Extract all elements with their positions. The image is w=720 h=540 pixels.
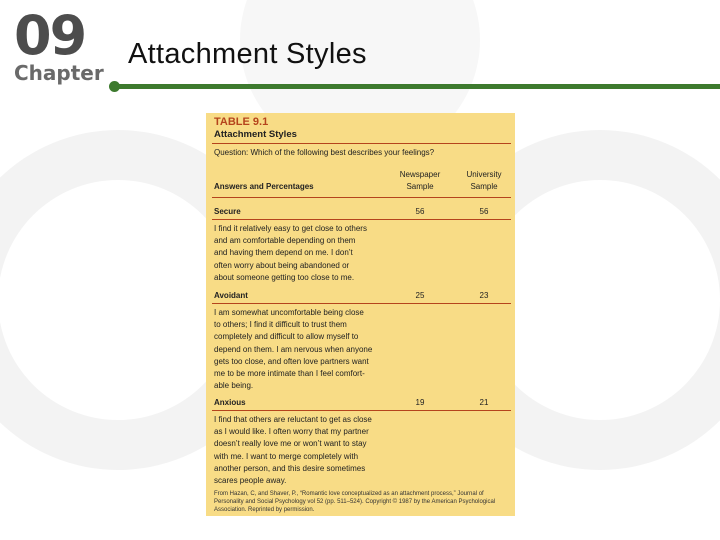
description-line: me to be more intimate than I feel comfort- [214, 369, 365, 379]
description-line: depend on them. I am nervous when anyone [214, 344, 373, 354]
row-category: Avoidant [214, 291, 248, 300]
description-line: doesn’t really love me or won’t want to stay [214, 439, 367, 449]
description-line: I find it relatively easy to get close to others [214, 224, 367, 233]
row-value-university: 23 [479, 291, 489, 300]
description-line: I find that others are reluctant to get as close [214, 415, 372, 424]
table-panel [206, 113, 515, 516]
col-header-newspaper-line1: Newspaper [399, 170, 441, 179]
description-line: to others; I find it difficult to trust them [214, 320, 347, 330]
chapter-word: Chapter [14, 61, 104, 85]
description-line: scares people away. [214, 476, 287, 486]
row-value-newspaper: 19 [415, 398, 425, 407]
row-value-university: 21 [479, 398, 489, 407]
col-header-university-line2: Sample [470, 182, 498, 191]
title-rule-dot [109, 81, 120, 92]
row-description [214, 307, 384, 392]
row-description [214, 223, 384, 284]
chapter-number: 09 [14, 4, 86, 67]
chapter-badge [14, 4, 104, 85]
row-category: Anxious [214, 398, 246, 407]
table-rule-top [212, 143, 511, 144]
description-line: about someone getting too close to me. [214, 272, 355, 282]
source-line: Personality and Social Psychology vol 52 (pp. 511–524). Copyright © 1987 by the American Psychological [214, 499, 496, 505]
table-source-note [214, 490, 510, 514]
row-value-newspaper: 25 [415, 291, 425, 300]
row-rule [212, 410, 511, 411]
col-header-newspaper [390, 169, 450, 193]
source-line: Association. Reprinted by permission. [214, 507, 315, 513]
col-header-university-line1: University [466, 170, 502, 179]
table-title: Attachment Styles [214, 129, 297, 140]
description-line: and having them depend on me. I don’t [214, 248, 353, 258]
row-value-university: 56 [479, 207, 489, 216]
row-rule [212, 219, 511, 220]
title-rule [114, 84, 720, 89]
description-line: able being. [214, 381, 254, 391]
description-line: as I would like. I often worry that my partner [214, 427, 369, 437]
col-header-university [454, 169, 514, 193]
description-line: another person, and this desire sometimes [214, 463, 366, 473]
col-header-newspaper-line2: Sample [406, 182, 434, 191]
row-category: Secure [214, 207, 241, 216]
slide-title: Attachment Styles [128, 38, 367, 70]
description-line: often worry about being abandoned or [214, 260, 350, 270]
description-line: completely and difficult to allow myself to [214, 332, 359, 342]
source-line: From Hazan, C, and Shaver, P., “Romantic love conceptualized as an attachment process,” Journal of [214, 491, 484, 497]
table-rule-header [212, 197, 511, 198]
answers-header: Answers and Percentages [214, 182, 314, 191]
table-question: Question: Which of the following best describes your feelings? [214, 148, 435, 157]
row-value-newspaper: 56 [415, 207, 425, 216]
table-label: TABLE 9.1 [214, 116, 269, 128]
row-rule [212, 303, 511, 304]
description-line: I am somewhat uncomfortable being close [214, 308, 364, 317]
description-line: with me. I want to merge completely with [214, 451, 359, 461]
description-line: and am comfortable depending on them [214, 236, 356, 246]
description-line: gets too close, and often love partners want [214, 356, 369, 366]
row-description [214, 414, 384, 487]
